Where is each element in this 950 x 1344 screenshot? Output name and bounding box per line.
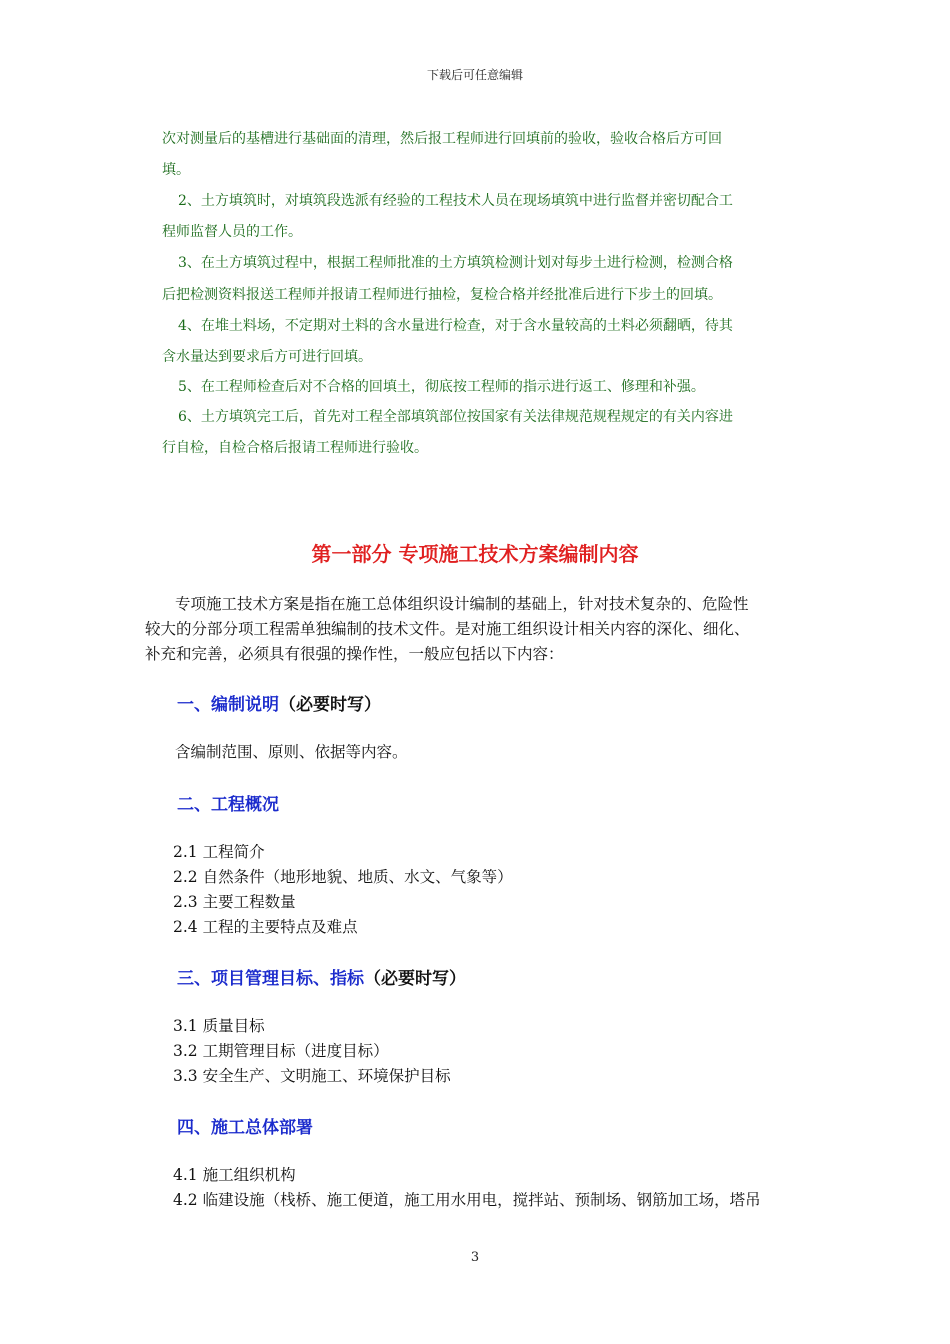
section-3-line-3: 3.3 安全生产、文明施工、环境保护目标: [173, 1067, 451, 1085]
green-line-1: 次对测量后的基槽进行基础面的清理，然后报工程师进行回填前的验收，验收合格后方可回: [162, 131, 722, 147]
page-number: 3: [470, 1250, 480, 1265]
section-2-line-3: 2.3 主要工程数量: [173, 893, 296, 911]
section-2-line-1: 2.1 工程简介: [173, 843, 265, 861]
section-3-line-2: 3.2 工期管理目标（进度目标）: [173, 1042, 389, 1060]
green-line-2: 填。: [162, 162, 190, 178]
section-3-heading: [177, 964, 466, 989]
green-line-8: 含水量达到要求后方可进行回填。: [162, 349, 372, 365]
part-title: 第一部分 专项施工技术方案编制内容: [311, 542, 639, 566]
intro-line-2: 较大的分部分项工程需单独编制的技术文件。是对施工组织设计相关内容的深化、细化、: [145, 620, 750, 638]
section-4-line-1: 4.1 施工组织机构: [173, 1166, 296, 1184]
section-3-title: 三、项目管理目标、指标: [177, 969, 364, 989]
green-line-9: 5、在工程师检查后对不合格的回填土，彻底按工程师的指示进行返工、修理和补强。: [178, 379, 705, 395]
green-line-4: 程师监督人员的工作。: [162, 224, 302, 240]
section-1-title: 一、编制说明: [177, 695, 279, 715]
green-line-11: 行自检，自检合格后报请工程师进行验收。: [162, 440, 428, 456]
green-line-6: 后把检测资料报送工程师并报请工程师进行抽检，复检合格并经批准后进行下步土的回填。: [162, 287, 722, 303]
section-3-note: （必要时写）: [364, 969, 466, 989]
section-4-heading: [177, 1113, 313, 1138]
intro-line-3: 补充和完善，必须具有很强的操作性，一般应包括以下内容：: [145, 645, 564, 663]
section-1-line-1: 含编制范围、原则、依据等内容。: [175, 743, 408, 761]
intro-line-1: 专项施工技术方案是指在施工总体组织设计编制的基础上，针对技术复杂的、危险性: [175, 595, 749, 613]
section-2-heading: [177, 790, 279, 815]
green-line-10: 6、土方填筑完工后，首先对工程全部填筑部位按国家有关法律规范规程规定的有关内容进: [178, 409, 733, 425]
section-1-heading: [177, 690, 381, 715]
page-header: 下载后可任意编辑: [426, 68, 523, 82]
section-1-note: （必要时写）: [279, 695, 381, 715]
section-3-line-1: 3.1 质量目标: [173, 1017, 265, 1035]
green-line-3: 2、土方填筑时，对填筑段选派有经验的工程技术人员在现场填筑中进行监督并密切配合工: [178, 193, 733, 209]
section-2-line-4: 2.4 工程的主要特点及难点: [173, 918, 358, 936]
section-2-line-2: 2.2 自然条件（地形地貌、地质、水文、气象等）: [173, 868, 513, 886]
section-4-title: 四、施工总体部署: [177, 1118, 313, 1138]
green-line-5: 3、在土方填筑过程中，根据工程师批准的土方填筑检测计划对每步土进行检测，检测合格: [178, 255, 733, 271]
section-2-title: 二、工程概况: [177, 795, 279, 815]
section-4-line-2: 4.2 临建设施（栈桥、施工便道，施工用水用电，搅拌站、预制场、钢筋加工场，塔吊: [173, 1191, 761, 1209]
green-line-7: 4、在堆土料场，不定期对土料的含水量进行检查，对于含水量较高的土料必须翻晒，待其: [178, 318, 733, 334]
